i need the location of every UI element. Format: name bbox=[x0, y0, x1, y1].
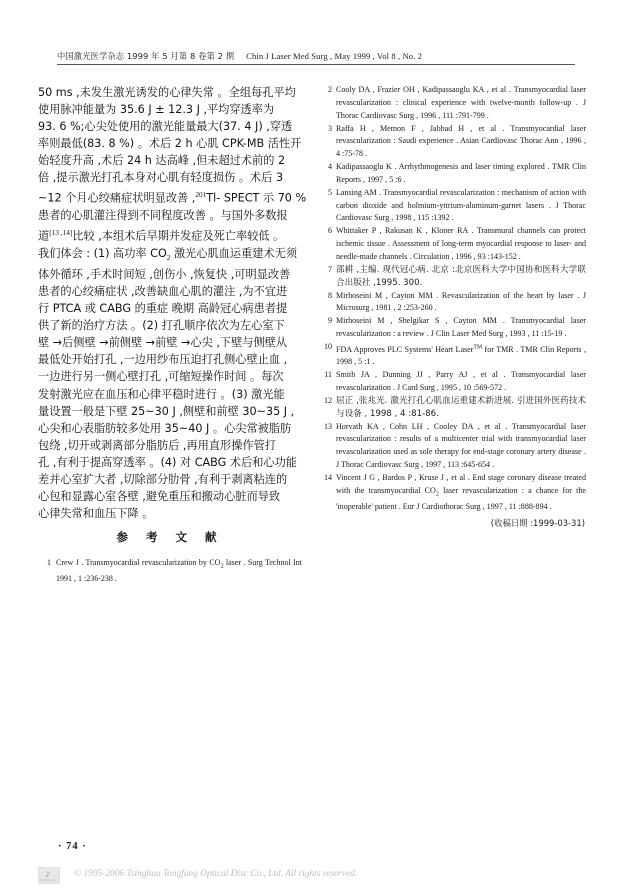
body-line: 使用脉冲能量为 35.6 J ± 12.3 J ,平均穿透率为 bbox=[38, 103, 275, 117]
reference-number: 14 bbox=[323, 472, 332, 482]
reference-item bbox=[320, 290, 586, 316]
tongfang-logo-icon bbox=[38, 867, 60, 884]
running-header bbox=[57, 50, 575, 65]
reference-text: 邵耕 ,主编. 现代冠心病. 北京 :北京医科大学中国协和医科大学联合出版社 ,1995. 300. bbox=[336, 264, 586, 288]
reference-text: Crew J . Transmyocardial revascularization by $CO_2$ laser . Surg Technol Int 1991 , 1 :236-238 . bbox=[56, 558, 303, 584]
reference-text: Smith JA , Dunning JJ , Parry AJ , et al . Transmyocardial laser revascularization . J Card Surg , 1995 , 10 :569-572 . bbox=[336, 370, 586, 393]
reference-number: 5 bbox=[327, 187, 332, 197]
reference-text: Mirhoseini M , Shelgikar S , Cayton MM . Transmyocardial laser revascularization : a review . J Clin Laser Med Surg , 1993 , 11 :15-19 . bbox=[336, 316, 586, 339]
reference-item bbox=[320, 123, 586, 162]
body-line: ~12 个月心绞痛症状明显改善 ,$^{201}$Tl- SPECT 示 70 % bbox=[38, 190, 307, 206]
reference-text: 屈正 ,张兆光. 激光打孔心肌血运重建术新进展. 引进国外医药技术与设备 , 1998 , 4 :81-86. bbox=[336, 395, 586, 419]
copyright-text: © 1995-2006 Tsinghua Tongfang Optical Disc Co., Ltd. All rights reserved. bbox=[74, 869, 358, 879]
body-line: 孔 ,有利于提高穿透率 。(4) 对 CABG 术后和心功能 bbox=[38, 455, 297, 469]
body-line: 一边进行另一侧心壁打孔 ,可缩短操作时间 。每次 bbox=[38, 370, 284, 384]
reference-number: 3 bbox=[327, 123, 332, 133]
reference-item bbox=[320, 395, 586, 421]
body-line: 心包和显露心室各壁 ,避免重压和搬动心脏而导致 bbox=[38, 489, 281, 503]
reference-number: 8 bbox=[327, 290, 332, 300]
reference-number: 6 bbox=[327, 226, 332, 236]
reference-number: 13 bbox=[323, 421, 332, 431]
reference-item bbox=[320, 369, 586, 395]
references-left bbox=[38, 557, 302, 586]
reference-item bbox=[320, 315, 586, 341]
reference-item bbox=[320, 264, 586, 290]
body-line: 量设置一般是下壁 25~30 J ,侧壁和前壁 30~35 J , bbox=[38, 404, 295, 418]
reference-list-left bbox=[38, 557, 302, 586]
body-line: 发射激光应在血压和心律平稳时进行 。(3) 激光能 bbox=[38, 387, 285, 401]
right-column bbox=[320, 84, 586, 530]
reference-list-right bbox=[320, 84, 586, 514]
body-line: 体外循环 ,手术时间短 ,创伤小 ,恢复快 ,可明显改善 bbox=[38, 268, 291, 282]
reference-text: Whittaker P , Rakusan K , Kloner RA . Transmural channels can protect ischemic tissue . Assessment of long-term myocardial response to laser- and needle-made channels . Circulation , 1996 , 93 :143-152 . bbox=[336, 226, 586, 261]
body-line: 壁 →后侧壁 →前侧壁 →前壁 →心尖 ,下壁与侧壁从 bbox=[38, 336, 288, 350]
logo-glyph: ♪ bbox=[45, 868, 51, 880]
reference-number: 10 bbox=[323, 341, 332, 351]
reference-item bbox=[320, 84, 586, 123]
body-line: 行 PTCA 或 CABG 的重症 晚期 高龄冠心病患者提 bbox=[38, 302, 288, 316]
reference-item bbox=[320, 472, 586, 514]
body-line: 我们体会 : (1) 高功率 $CO_2$ 激光心肌血运重建术无须 bbox=[38, 246, 298, 263]
body-line: 50 ms ,未发生激光诱发的心律失常 。全组每孔平均 bbox=[38, 86, 296, 99]
body-line: 始轻度升高 ,术后 24 h 达高峰 ,但未超过术前的 2 bbox=[38, 154, 286, 168]
reference-item bbox=[320, 161, 586, 187]
reference-number: 2 bbox=[327, 85, 332, 94]
reference-text: Vincent J G , Bardos P , Kruse J , et al . End stage coronary disease treated with the transmyocardial $CO_2$ laser revascularization : a chance for the 'inoperable' patient . Eur J Cardiothorac Surg , 1997 , 11 :888-894 . bbox=[336, 472, 586, 512]
reference-item bbox=[320, 187, 586, 226]
reference-text: Horvath KA , Cohn LH , Cooley DA , et al . Transmyocardial laser revascularization : results of a multicenter trial with transmyocardial laser revascularization used as sole therapy for end-stage coronary artery disease . J Thorac Cardiovasc Surg , 1997 , 113 :645-654 . bbox=[336, 421, 586, 470]
footer bbox=[38, 867, 598, 887]
body-line: 率则最低(83. 8 %) 。术后 2 h 心肌 CPK-MB 活性开 bbox=[38, 137, 302, 151]
reference-number: 7 bbox=[327, 264, 332, 274]
body-line: 倍 ,提示激光打孔本身对心肌有轻度损伤 。术后 3 bbox=[38, 171, 284, 185]
received-date: (收稿日期 :1999-03-31) bbox=[490, 518, 585, 529]
reference-number: 11 bbox=[324, 370, 332, 380]
body-line: 患者的心绞痛症状 ,改善缺血心肌的灌注 ,为不宜进 bbox=[38, 285, 288, 299]
body-line: 差并心室扩大者 ,切除部分肋骨 ,有利于剥离粘连的 bbox=[38, 472, 288, 486]
reference-text: Lansing AM . Transmyocardial revascularization : mechanism of action with carbon dioxide and holmium-yttrium-aluminum-garnet lasers . J Thorac Cardiovasc Surg , 1998 , 115 :1392 . bbox=[336, 187, 586, 223]
body-line: 供了新的治疗方法 。(2) 打孔顺序依次为左心室下 bbox=[38, 319, 285, 333]
reference-text: Kadipassaoglu K . Arrhythmogenesis and laser timing explored . TMR Clin Reports , 1997 , 5 :6 . bbox=[336, 162, 586, 184]
reference-number: 4 bbox=[327, 162, 332, 172]
references-heading: 参 考 文 献 bbox=[116, 530, 224, 544]
reference-text: Cooly DA , Frazier OH , Kadipassaoglu KA , et al . Transmyocardial laser revascularization : clinical experience with twelve-month follow-up . J Thorac Cardiovasc Surg , 1996 , 111 :791-799 . bbox=[336, 85, 586, 120]
body-line: 道[13 ,14]比较 ,本组术后早期并发症及死亡率较低 。 bbox=[38, 228, 285, 243]
reference-number: 9 bbox=[327, 316, 332, 326]
reference-item bbox=[320, 341, 586, 369]
reference-item bbox=[320, 421, 586, 472]
reference-text: FDA Approves PLC Systems' Heart Laser™ for TMR . TMR Clin Reports , 1998 , 5 :1 . bbox=[336, 343, 586, 367]
reference-number: 1 bbox=[46, 558, 51, 567]
reference-text: Raffa H , Memon F , Jabbad H , et al . Transmyocardial laser revascularization : Saudi experience . Asian Cardiovasc Thorac Ann , 1996 , 4 :75-78 . bbox=[336, 123, 586, 159]
body-paragraph bbox=[38, 84, 307, 522]
body-line: 心律失常和血压下降 。 bbox=[38, 506, 154, 520]
body-line: 患者的心肌灌注得到不同程度改善 。与国外多数报 bbox=[38, 209, 288, 223]
reference-item bbox=[320, 225, 586, 264]
body-line: 包绕 ,切开或剥离部分脂肪后 ,再用直形操作管打 bbox=[38, 438, 276, 452]
page-number: · 74 · bbox=[58, 841, 87, 852]
left-column bbox=[38, 84, 307, 522]
reference-item bbox=[38, 557, 302, 586]
body-line: 最低处开始打孔 ,一边用纱布压迫打孔侧心壁止血 , bbox=[38, 353, 288, 367]
reference-number: 12 bbox=[323, 395, 332, 405]
reference-text: Mirhoseini M , Cayton MM . Revascularization of the heart by laser . J Microsurg , 1981 , 2 :253-260 . bbox=[336, 290, 586, 313]
running-header-chinese: 中国激光医学杂志 1999 年 5 月第 8 卷第 2 期 bbox=[57, 51, 235, 61]
logo-caption: TONGFANG bbox=[40, 879, 57, 882]
body-line: 93. 6 %;心尖处使用的激光能量最大(37. 4 J) ,穿透 bbox=[38, 120, 293, 134]
running-header-english: Chin J Laser Med Surg , May 1999 , Vol 8 , No. 2 bbox=[246, 51, 423, 61]
body-line: 心尖和心表脂肪较多处用 35~40 J 。心尖常被脂肪 bbox=[38, 421, 292, 435]
